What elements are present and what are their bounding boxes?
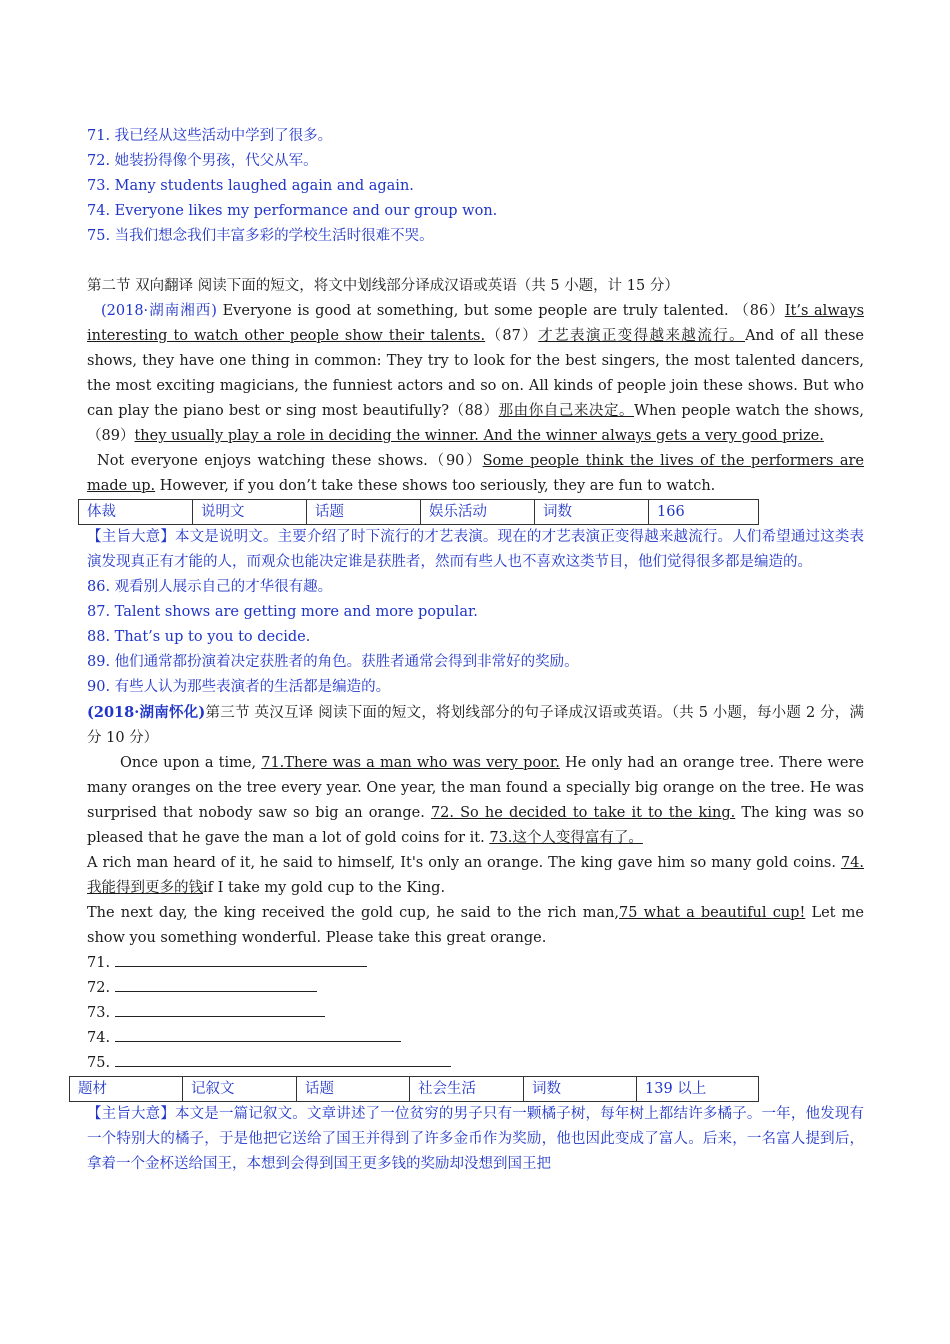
blank-line	[115, 951, 367, 967]
answer-88: 88. That’s up to you to decide.	[87, 629, 311, 645]
answer-75: 75. 当我们想念我们丰富多彩的学校生活时很难不哭。	[87, 228, 434, 244]
section3-passage-p2	[87, 851, 864, 901]
section2-meta-table	[78, 499, 759, 525]
section3-passage-p3	[87, 901, 864, 951]
section2-passage-p2	[87, 449, 864, 499]
section2-summary: 【主旨大意】本文是说明文。主要介绍了时下流行的才艺表演。现在的才艺表演正变得越来越流行。人们希望通过这类表演发现真正有才能的人，而观众也能决定谁是获胜者，然而有些人也不喜欢这类节目，他们觉得很多都是编造的。	[87, 529, 864, 570]
underline-73: 73.这个人变得富有了。	[489, 830, 643, 846]
underline-74: 74.我能得到更多的钱	[87, 855, 864, 896]
underline-71: 71.There was a man who was very poor.	[261, 755, 560, 771]
section3-source: (2018·湖南怀化)	[87, 704, 206, 721]
passage-text: A rich man heard of it, he said to himself, It's only an orange. The king gave him so many gold coins.	[87, 855, 841, 871]
blank-label: 72.	[87, 980, 115, 996]
meta-cell: 话题	[297, 1077, 410, 1102]
meta-cell: 词数	[535, 500, 649, 525]
blank-line	[115, 1051, 451, 1067]
meta-cell: 题材	[70, 1077, 183, 1102]
answer-73: 73. Many students laughed again and again.	[87, 178, 414, 194]
passage-text: Not everyone enjoys watching these shows.（90）	[97, 453, 483, 469]
answer-blank-73[interactable]	[87, 1001, 864, 1026]
meta-cell: 社会生活	[410, 1077, 524, 1102]
meta-cell: 说明文	[193, 500, 307, 525]
blank-line	[115, 976, 317, 992]
answer-blank-72[interactable]	[87, 976, 864, 1001]
passage-text: The next day, the king received the gold cup, he said to the rich man,	[87, 905, 620, 921]
document-page	[78, 124, 865, 1177]
blank-label: 73.	[87, 1005, 115, 1021]
passage-text: if I take my gold cup to the King.	[203, 880, 446, 896]
section3-meta-table	[69, 1076, 759, 1102]
passage-text: Everyone is good at something, but some people are truly talented. （86）	[216, 303, 785, 319]
section3-summary: 【主旨大意】本文是一篇记叙文。文章讲述了一位贫穷的男子只有一颗橘子树，每年树上都结许多橘子。一年，他发现有一个特别大的橘子，于是他把它送给了国王并得到了许多金币作为奖励，他也因此变成了富人。后来，一名富人提到后，拿着一个金杯送给国王，本想到会得到国王更多钱的奖励却没想到国王把	[87, 1106, 864, 1172]
section2-passage-p1	[87, 299, 864, 449]
blank-label: 74.	[87, 1030, 115, 1046]
answer-72: 72. 她装扮得像个男孩，代父从军。	[87, 153, 318, 169]
passage-text: He only had an orange tree. There were many oranges on the tree every year. One year, the man found a specially big orange on the tree. He was surprised that nobody saw so big an orange.	[87, 755, 864, 821]
section2-source: (2018·湖南湘西)	[101, 303, 217, 319]
underline-86: It’s always interesting to watch other people show their talents.	[87, 303, 865, 344]
blank-line	[115, 1001, 325, 1017]
answer-71: 71. 我已经从这些活动中学到了很多。	[87, 128, 333, 144]
passage-text: And of all these shows, they have one thing in common: They try to look for the best singers, the most talented dancers, the most exciting magicians, the funniest actors and so on. All kinds of people join these shows. But who can play the piano best or sing most beautifully?（88）	[87, 328, 864, 419]
passage-text: The king was so pleased that he gave the man a lot of gold coins for it.	[87, 805, 864, 846]
meta-cell: 词数	[524, 1077, 637, 1102]
blank-line	[115, 1026, 401, 1042]
meta-cell: 体裁	[79, 500, 193, 525]
section2-heading: 第二节 双向翻译 阅读下面的短文，将文中划线部分译成汉语或英语（共 5 小题，计 15 分）	[87, 278, 679, 294]
section3-passage-p1	[87, 751, 864, 851]
underline-72: 72. So he decided to take it to the king.	[430, 805, 736, 821]
section3-heading	[87, 700, 864, 751]
blank-label: 75.	[87, 1055, 115, 1071]
meta-cell: 话题	[307, 500, 421, 525]
meta-cell: 记叙文	[183, 1077, 297, 1102]
answer-blank-74[interactable]	[87, 1026, 864, 1051]
meta-cell: 166	[649, 500, 759, 525]
underline-90: Some people think the lives of the performers are made up.	[87, 453, 864, 494]
passage-text: However, if you don’t take these shows too seriously, they are fun to watch.	[155, 478, 716, 494]
underline-87: 才艺表演正变得越来越流行。	[538, 328, 746, 344]
answer-90: 90. 有些人认为那些表演者的生活都是编造的。	[87, 679, 391, 695]
passage-text: Once upon a time,	[120, 755, 262, 771]
answer-blank-75[interactable]	[87, 1051, 864, 1076]
answer-74: 74. Everyone likes my performance and our group won.	[87, 203, 498, 219]
answer-86: 86. 观看别人展示自己的才华很有趣。	[87, 579, 333, 595]
underline-88: 那由你自己来决定。	[498, 403, 635, 419]
answer-87: 87. Talent shows are getting more and more popular.	[87, 604, 478, 620]
answer-blank-71[interactable]	[87, 951, 864, 976]
meta-cell: 139 以上	[637, 1077, 759, 1102]
passage-text: （87）	[485, 328, 539, 344]
underline-75: 75 what a beautiful cup!	[619, 905, 806, 921]
blank-label: 71.	[87, 955, 115, 971]
answer-89: 89. 他们通常都扮演着决定获胜者的角色。获胜者通常会得到非常好的奖励。	[87, 654, 579, 670]
heading-text: 第三节 英汉互译 阅读下面的短文，将划线部分的句子译成汉语或英语。（共 5 小题，每小题 2 分，满分 10 分）	[87, 705, 864, 746]
passage-text: When people watch the shows, （89）	[87, 403, 864, 444]
meta-cell: 娱乐活动	[421, 500, 535, 525]
passage-text: Let me show you something wonderful. Please take this great orange.	[87, 905, 864, 946]
underline-89: they usually play a role in deciding the winner. And the winner always gets a very good prize.	[134, 428, 824, 444]
